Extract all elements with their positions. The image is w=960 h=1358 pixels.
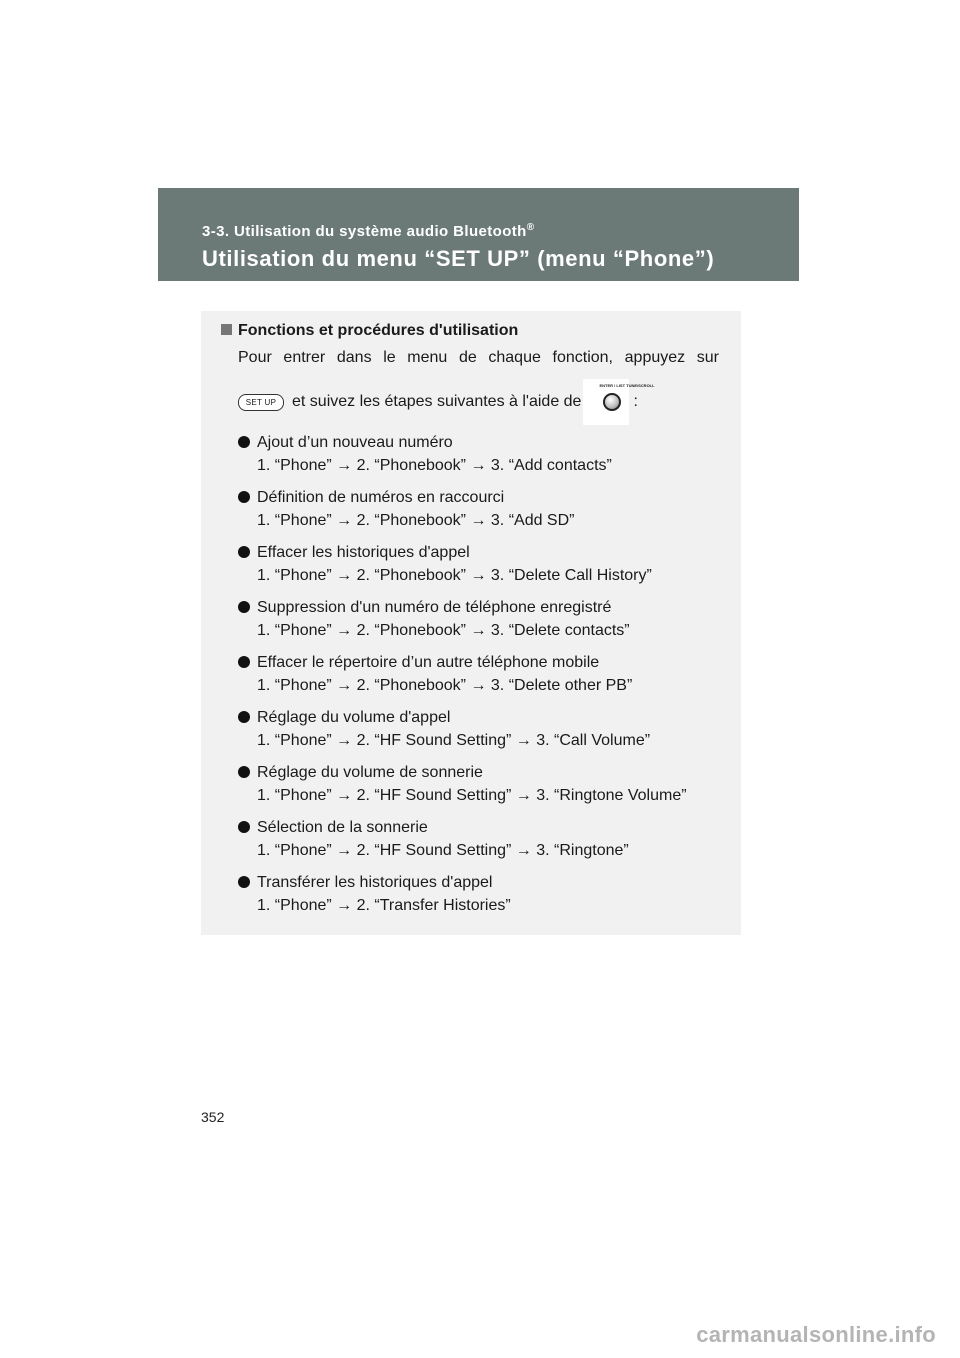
- function-list: [238, 433, 728, 928]
- item-path: 1. “Phone” → 2. “Phonebook” → 3. “Delete other PB”: [257, 677, 633, 694]
- item-title: Effacer les historiques d'appel: [257, 544, 470, 561]
- item-path: 1. “Phone” → 2. “Phonebook” → 3. “Add contacts”: [257, 457, 612, 474]
- item-path: 1. “Phone” → 2. “HF Sound Setting” → 3. “Ringtone Volume”: [257, 787, 687, 804]
- bullet-icon: [238, 491, 250, 503]
- bullet-icon: [238, 876, 250, 888]
- content-box: [201, 311, 741, 935]
- item-path: 1. “Phone” → 2. “HF Sound Setting” → 3. “Ringtone”: [257, 842, 629, 859]
- bullet-icon: [238, 601, 250, 613]
- list-item: [238, 763, 728, 818]
- page-title: Utilisation du menu “SET UP” (menu “Phone”): [202, 246, 715, 271]
- knob-label: ENTER / LIST TUNE/SCROLL: [599, 383, 655, 388]
- item-title: Effacer le répertoire d’un autre téléphone mobile: [257, 654, 600, 671]
- list-item: [238, 488, 728, 543]
- intro-text-line1: Pour entrer dans le menu de chaque fonction, appuyez sur: [238, 349, 719, 366]
- bullet-icon: [238, 821, 250, 833]
- item-path: 1. “Phone” → 2. “Phonebook” → 3. “Add SD”: [257, 512, 575, 529]
- square-bullet-icon: [221, 324, 232, 335]
- intro-colon: :: [633, 393, 638, 410]
- page-number: 352: [201, 1109, 225, 1125]
- tune-knob-icon: [583, 379, 655, 425]
- bullet-icon: [238, 711, 250, 723]
- item-title: Sélection de la sonnerie: [257, 819, 428, 836]
- bullet-icon: [238, 546, 250, 558]
- list-item: [238, 543, 728, 598]
- registered-mark: ®: [526, 222, 535, 233]
- watermark: carmanualsonline.info: [696, 1322, 936, 1347]
- intro-text-line2: [238, 383, 655, 421]
- list-item: [238, 708, 728, 763]
- item-path: 1. “Phone” → 2. “Phonebook” → 3. “Delete Call History”: [257, 567, 652, 584]
- item-title: Définition de numéros en raccourci: [257, 489, 505, 506]
- item-path: 1. “Phone” → 2. “Phonebook” → 3. “Delete contacts”: [257, 622, 630, 639]
- bullet-icon: [238, 766, 250, 778]
- list-item: [238, 653, 728, 708]
- list-item: [238, 598, 728, 653]
- item-path: 1. “Phone” → 2. “HF Sound Setting” → 3. “Call Volume”: [257, 732, 651, 749]
- list-item: [238, 433, 728, 488]
- section-label: [202, 222, 535, 240]
- item-title: Ajout d’un nouveau numéro: [257, 434, 453, 451]
- section-label-text: 3-3. Utilisation du système audio Bluetooth: [202, 223, 527, 240]
- knob-dial-icon: [603, 393, 621, 411]
- intro-text-line2-label: et suivez les étapes suivantes à l'aide de: [292, 393, 582, 410]
- subheading: [221, 322, 518, 340]
- bullet-icon: [238, 656, 250, 668]
- subheading-text: Fonctions et procédures d'utilisation: [238, 322, 519, 339]
- item-path: 1. “Phone” → 2. “Transfer Histories”: [257, 897, 511, 914]
- item-title: Suppression d'un numéro de téléphone enregistré: [257, 599, 612, 616]
- item-title: Réglage du volume d'appel: [257, 709, 451, 726]
- setup-button-icon: SET UP: [238, 394, 284, 411]
- list-item: [238, 818, 728, 873]
- bullet-icon: [238, 436, 250, 448]
- section-header: [158, 188, 799, 281]
- item-title: Réglage du volume de sonnerie: [257, 764, 483, 781]
- item-title: Transférer les historiques d'appel: [257, 874, 493, 891]
- list-item: [238, 873, 728, 928]
